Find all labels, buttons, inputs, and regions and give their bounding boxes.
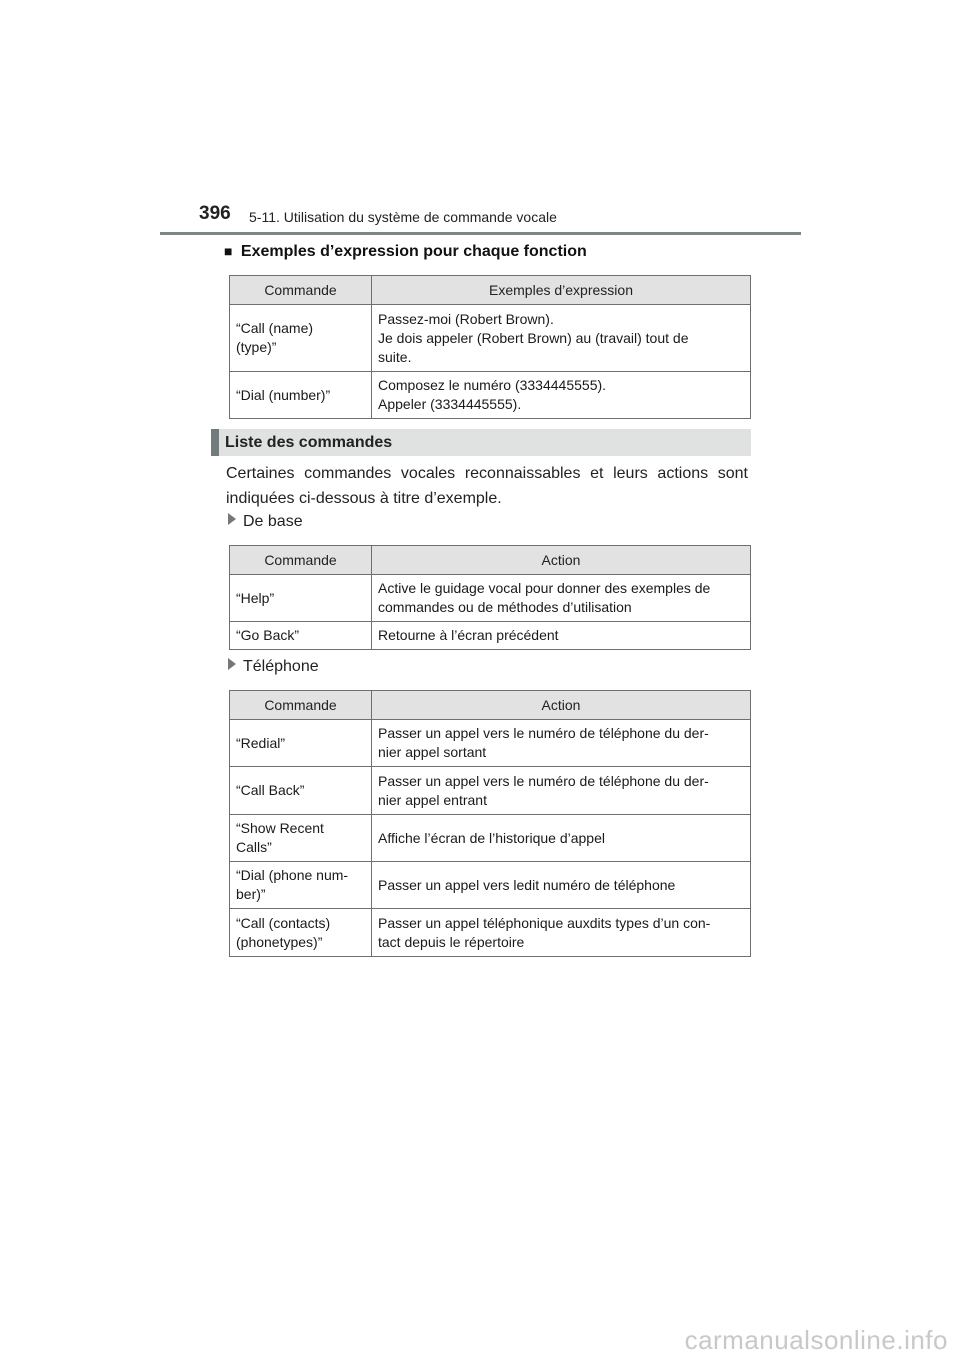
cell-line: “Go Back”	[236, 627, 300, 643]
cell-line: commandes ou de méthodes d’utilisation	[378, 599, 632, 615]
triangle-bullet-icon	[228, 658, 236, 670]
cell-line: ber)”	[236, 886, 266, 902]
band-title: Liste des commandes	[225, 434, 393, 451]
table-header-row	[230, 546, 751, 575]
table-row	[230, 909, 751, 957]
cell-line: “Dial (number)”	[236, 386, 331, 403]
triangle-bullet-icon	[228, 513, 236, 525]
square-bullet-icon: ■	[224, 243, 233, 259]
cell-line: Appeler (3334445555).	[378, 396, 522, 412]
description-cell	[372, 815, 751, 862]
cell-line: Passez-moi (Robert Brown).	[378, 310, 554, 327]
command-cell	[230, 622, 372, 650]
intro-paragraph: Certaines commandes vocales reconnaissables et leurs actions sont indiquées ci-dessous à titre d’exemple.	[226, 465, 748, 507]
section-heading	[224, 243, 587, 261]
cell-line: “Call Back”	[236, 782, 305, 798]
cell-line: “Call (name)	[236, 320, 314, 336]
table-row	[230, 720, 751, 767]
column-header-command: Commande	[230, 691, 372, 720]
cell-line: “Call (contacts)	[236, 914, 331, 931]
table-header-row	[230, 691, 751, 720]
command-cell	[230, 372, 372, 419]
cell-line: Calls”	[236, 839, 272, 855]
command-cell	[230, 909, 372, 957]
cell-line: Je dois appeler (Robert Brown) au (travail) tout de	[378, 329, 689, 346]
command-cell	[230, 575, 372, 622]
cell-line: “Dial (phone num-	[236, 867, 349, 883]
column-header-command: Commande	[230, 276, 372, 305]
description-cell	[372, 767, 751, 815]
basic-commands-table	[229, 545, 751, 650]
cell-line: Passer un appel vers le numéro de téléphone du der-	[378, 772, 709, 789]
header-rule	[160, 232, 801, 235]
table-row	[230, 575, 751, 622]
cell-line: Composez le numéro (3334445555).	[378, 377, 607, 393]
subsection-title-basic	[228, 513, 303, 531]
table-row	[230, 815, 751, 862]
cell-line: nier appel entrant	[378, 791, 487, 808]
description-cell	[372, 862, 751, 909]
table-row	[230, 862, 751, 909]
description-cell	[372, 575, 751, 622]
cell-line: nier appel sortant	[378, 744, 487, 760]
cell-line: Active le guidage vocal pour donner des exemples de	[378, 580, 711, 596]
site-watermark: carmanualsonline.info	[684, 1325, 948, 1355]
cell-line: Passer un appel vers ledit numéro de téléphone	[378, 876, 676, 893]
cell-line: “Show Recent	[236, 820, 324, 836]
subsection-title-text: De base	[243, 513, 303, 530]
cell-line: “Help”	[236, 589, 275, 606]
column-header-action: Action	[372, 546, 751, 575]
command-cell	[230, 815, 372, 862]
table-row	[230, 622, 751, 650]
cell-line: “Redial”	[236, 734, 286, 751]
section-heading-text: Exemples d’expression pour chaque fonction	[240, 243, 587, 260]
cell-line: Passer un appel téléphonique auxdits types d’un con-	[378, 914, 711, 931]
subsection-title-phone	[228, 658, 319, 676]
table-row	[230, 305, 751, 372]
description-cell	[372, 305, 751, 372]
cell-line: (type)”	[236, 339, 277, 355]
section-band	[211, 429, 751, 456]
description-cell	[372, 720, 751, 767]
cell-line: Retourne à l’écran précédent	[378, 627, 559, 643]
description-cell	[372, 372, 751, 419]
table-row	[230, 767, 751, 815]
column-header-examples: Exemples d’expression	[372, 276, 751, 305]
table-header-row	[230, 276, 751, 305]
band-accent-bar	[211, 429, 219, 456]
command-cell	[230, 862, 372, 909]
column-header-action: Action	[372, 691, 751, 720]
column-header-command: Commande	[230, 546, 372, 575]
phone-commands-table	[229, 690, 751, 957]
description-cell	[372, 909, 751, 957]
command-cell	[230, 720, 372, 767]
command-cell	[230, 767, 372, 815]
cell-line: (phonetypes)”	[236, 933, 323, 950]
cell-line: tact depuis le répertoire	[378, 933, 525, 950]
expression-examples-table	[229, 275, 751, 419]
running-head: 5-11. Utilisation du système de commande vocale	[249, 209, 557, 225]
command-cell	[230, 305, 372, 372]
table-row	[230, 372, 751, 419]
description-cell	[372, 622, 751, 650]
cell-line: Affiche l’écran de l’historique d’appel	[378, 829, 605, 846]
page-number: 396	[199, 203, 231, 224]
subsection-title-text: Téléphone	[243, 658, 319, 675]
cell-line: suite.	[378, 348, 412, 365]
cell-line: Passer un appel vers le numéro de téléphone du der-	[378, 725, 709, 741]
